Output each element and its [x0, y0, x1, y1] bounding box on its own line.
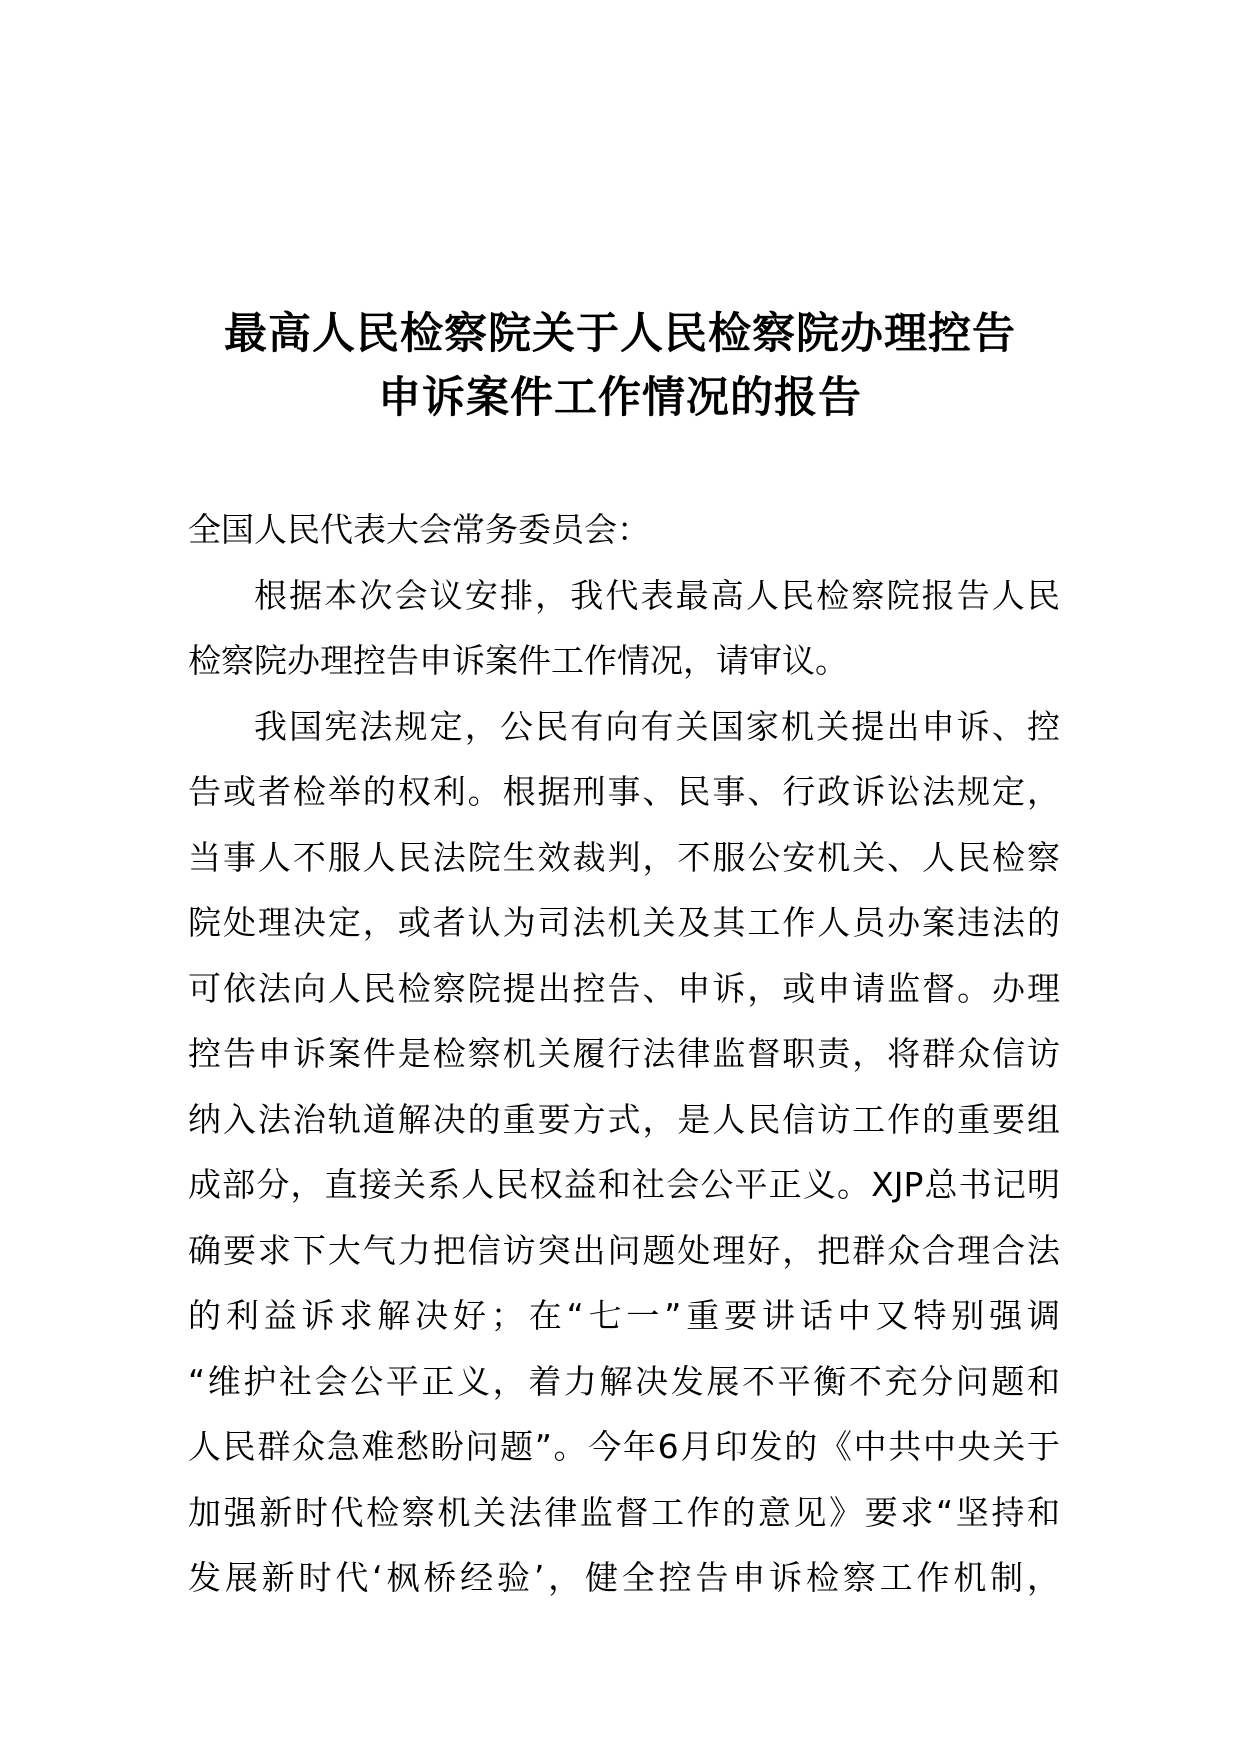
paragraph-line: 院处理决定，或者认为司法机关及其工作人员办案违法的	[188, 903, 1060, 942]
paragraph-line: 根据本次会议安排，我代表最高人民检察院报告人民	[254, 575, 1060, 615]
paragraph-line: 我国宪法规定，公民有向有关国家机关提出申诉、控	[254, 706, 1060, 746]
title-line-2: 申诉案件工作情况的报告	[378, 373, 862, 423]
paragraph-line: 确要求下大气力把信访突出问题处理好，把群众合理合法	[188, 1230, 1060, 1270]
title-line-1: 最高人民检察院关于人民检察院办理控告	[224, 309, 1016, 359]
paragraph-2	[188, 694, 1060, 1611]
paragraph-line: 发展新时代‘枫桥经验’，健全控告申诉检察工作机制，	[188, 1558, 1060, 1597]
paragraph-line: 可依法向人民检察院提出控告、申诉，或申请监督。办理	[188, 968, 1060, 1008]
salutation: 全国人民代表大会常务委员会：	[188, 510, 650, 549]
document-body	[188, 497, 1060, 1611]
paragraph-line: 成部分，直接关系人民权益和社会公平正义。XJP总书记明	[188, 1165, 1060, 1204]
paragraph-line: 人民群众急难愁盼问题”。今年6月印发的《中共中央关于	[188, 1427, 1060, 1466]
paragraph-line: 加强新时代检察机关法律监督工作的意见》要求“坚持和	[188, 1492, 1060, 1532]
paragraph-line: “维护社会公平正义，着力解决发展不平衡不充分问题和	[188, 1361, 1060, 1401]
paragraph-line: 检察院办理控告申诉案件工作情况，请审议。	[188, 641, 848, 680]
paragraph-1	[188, 563, 1060, 694]
paragraph-line: 当事人不服人民法院生效裁判，不服公安机关、人民检察	[188, 837, 1060, 877]
paragraph-line: 控告申诉案件是检察机关履行法律监督职责，将群众信访	[188, 1034, 1060, 1073]
document-title	[150, 302, 1090, 430]
paragraph-line: 告或者检举的权利。根据刑事、民事、行政诉讼法规定，	[188, 772, 1060, 811]
paragraph-line: 的利益诉求解决好；在“七一”重要讲话中又特别强调	[188, 1296, 1060, 1335]
paragraph-line: 纳入法治轨道解决的重要方式，是人民信访工作的重要组	[188, 1099, 1060, 1139]
